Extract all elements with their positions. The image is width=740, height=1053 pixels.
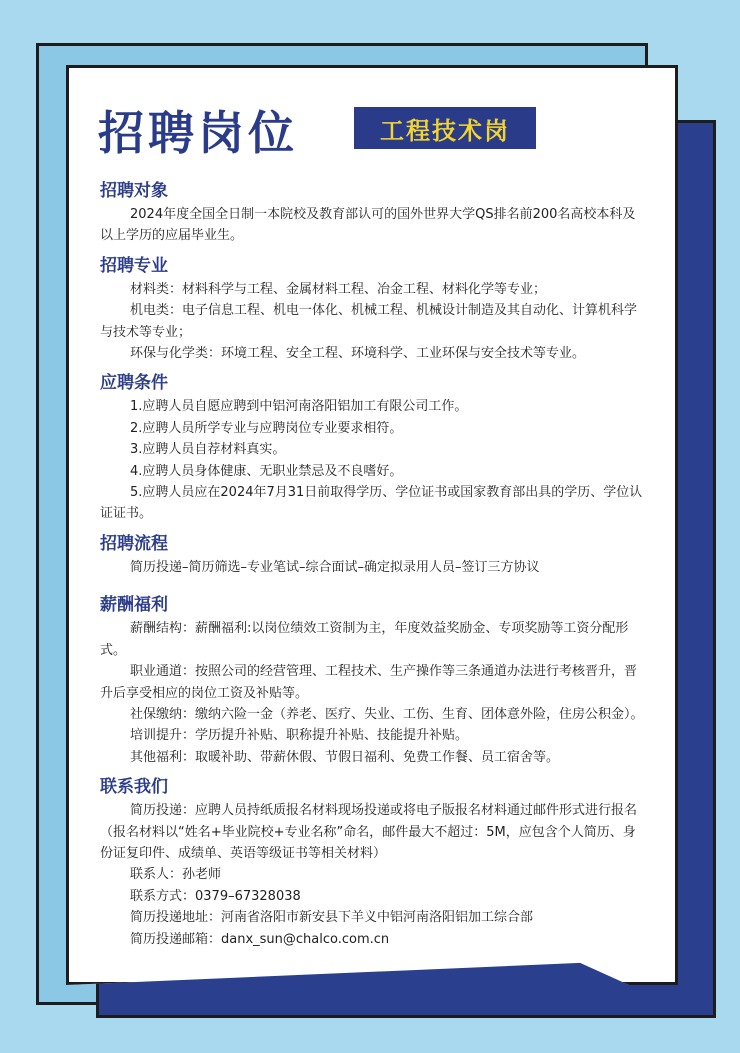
- section-majors: [100, 253, 645, 365]
- section-title-majors: 招聘专业: [100, 255, 168, 276]
- condition-item: 5.应聘人员应在2024年7月31日前取得学历、学位证书或国家教育部出具的学历、学位认证证书。: [100, 485, 643, 522]
- benefit-item: 薪酬结构：薪酬福利:以岗位绩效工资制为主，年度效益奖励金、专项奖励等工资分配形式。: [100, 621, 629, 658]
- section-title-contact: 联系我们: [100, 777, 168, 798]
- process-text: 简历投递–简历筛选–专业笔试–综合面试–确定拟录用人员–签订三方协议: [130, 559, 540, 575]
- section-contact: [100, 774, 645, 950]
- contact-item: 简历投递：应聘人员持纸质报名材料现场投递或将电子版报名材料通过邮件形式进行报名（报名材料以“姓名+毕业院校+专业名称”命名，邮件最大不超过：5M，应包含个人简历、身份证复印件、成绩单、英语等级证书等相关材料）: [100, 803, 638, 861]
- page-title: 招聘岗位: [98, 106, 298, 160]
- poster-content: [100, 178, 645, 956]
- benefit-item: 职业通道：按照公司的经营管理、工程技术、生产操作等三条通道办法进行考核晋升，晋升后享受相应的岗位工资及补贴等。: [100, 664, 638, 701]
- section-title-target: 招聘对象: [100, 181, 168, 201]
- section-conditions: [100, 370, 645, 524]
- section-process: [100, 531, 645, 578]
- target-text: 2024年度全国全日制一本院校及教育部认可的国外世界大学QS排名前200名高校本科及以上学历的应届毕业生。: [100, 207, 636, 244]
- section-title-process: 招聘流程: [100, 533, 168, 554]
- condition-item: 3.应聘人员自荐材料真实。: [130, 442, 286, 458]
- condition-item: 4.应聘人员身体健康、无职业禁忌及不良嗜好。: [130, 463, 403, 479]
- section-benefits: [100, 592, 645, 768]
- section-target: [100, 178, 645, 247]
- contact-person: 联系人：孙老师: [130, 867, 222, 883]
- major-item: 环保与化学类：环境工程、安全工程、环境科学、工业环保与安全技术等专业。: [130, 346, 586, 362]
- condition-item: 2.应聘人员所学专业与应聘岗位专业要求相符。: [130, 420, 403, 436]
- benefit-item: 培训提升：学历提升补贴、职称提升补贴、技能提升补贴。: [130, 728, 469, 744]
- benefit-item: 社保缴纳：缴纳六险一金（养老、医疗、失业、工伤、生育、团体意外险，住房公积金）。: [130, 706, 644, 722]
- title-row: [98, 100, 298, 160]
- position-badge: 工程技术岗: [354, 107, 536, 149]
- section-title-conditions: 应聘条件: [100, 373, 168, 394]
- contact-address: 简历投递地址：河南省洛阳市新安县下羊义中铝河南洛阳铝加工综合部: [130, 910, 534, 926]
- contact-email: 简历投递邮箱：danx_sun@chalco.com.cn: [130, 931, 390, 947]
- condition-item: 1.应聘人员自愿应聘到中铝河南洛阳铝加工有限公司工作。: [130, 399, 468, 415]
- benefit-item: 其他福利：取暖补助、带薪休假、节假日福利、免费工作餐、员工宿舍等。: [130, 749, 560, 765]
- contact-phone: 联系方式：0379–67328038: [130, 888, 301, 904]
- major-item: 机电类：电子信息工程、机电一体化、机械工程、机械设计制造及其自动化、计算机科学与技术等专业；: [100, 303, 638, 340]
- section-title-benefits: 薪酬福利: [100, 595, 168, 616]
- major-item: 材料类：材料科学与工程、金属材料工程、冶金工程、材料化学等专业；: [130, 281, 547, 297]
